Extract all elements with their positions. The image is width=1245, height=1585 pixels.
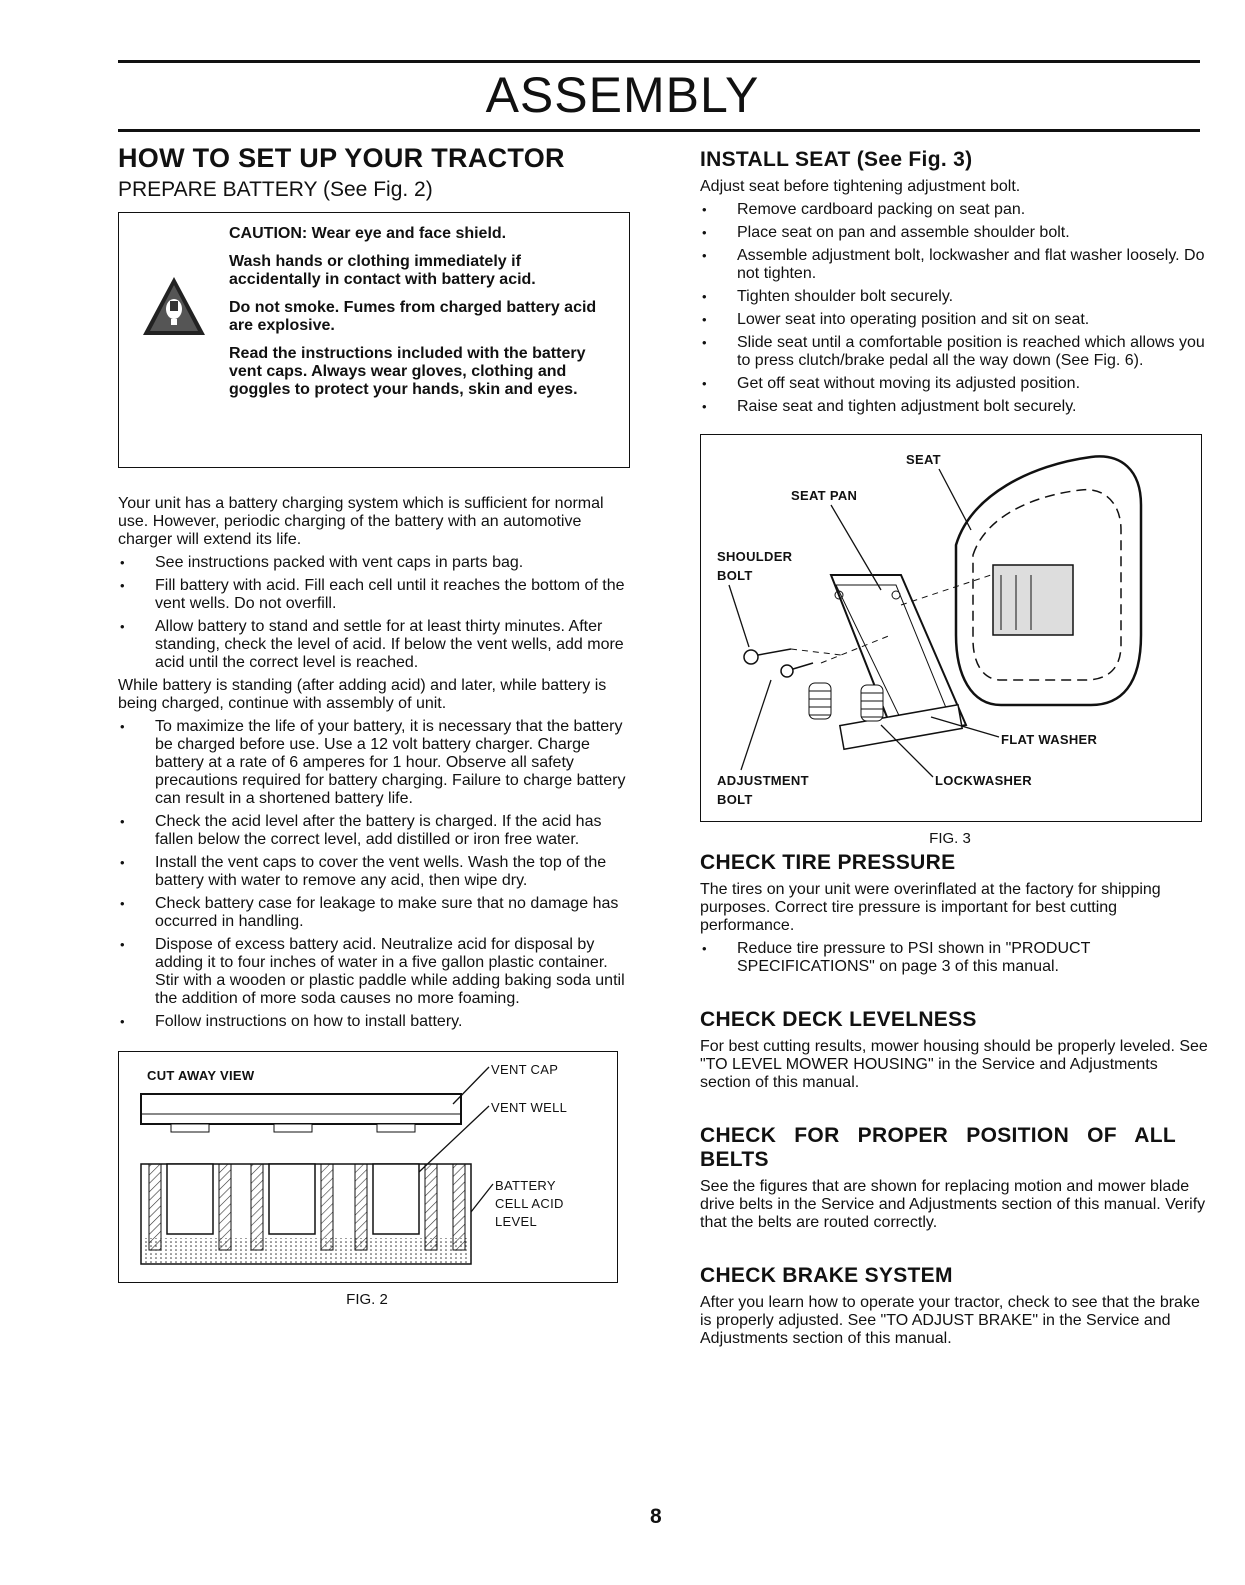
lockwasher-label: LOCKWASHER [935,773,1032,788]
section-title: HOW TO SET UP YOUR TRACTOR [118,143,565,173]
flat-washer-label: FLAT WASHER [1001,732,1098,747]
list-item: • Place seat on pan and assemble shoulder bolt. [700,224,1212,242]
level-label: LEVEL [495,1214,537,1229]
shoulder-bolt-label: BOLT [717,568,753,583]
tire-pressure-heading: CHECK TIRE PRESSURE [700,851,956,874]
cell-acid-label: CELL ACID [495,1196,564,1211]
adjustment-bolt-label: BOLT [717,792,753,807]
battery-label: BATTERY [495,1178,556,1193]
install-seat-heading: INSTALL SEAT (See Fig. 3) [700,148,973,171]
fig-2-diagram [118,1051,618,1283]
deck-levelness-text: For best cutting results, mower housing should be properly leveled. See "TO LEVEL MOWER HOUSING" in the Service and Adjustments section of this manual. [700,1038,1208,1091]
list-item: • Lower seat into operating position and sit on seat. [700,311,1212,329]
battery-illustration [119,1052,617,1282]
seat-pan-label: SEAT PAN [791,488,858,503]
install-seat-list [700,201,1212,416]
list-item: • Dispose of excess battery acid. Neutralize acid for disposal by adding it to four inches of water in a five gallon plastic container. Stir with a wooden or plastic paddle while adding baking soda until the addition of more soda causes no more foaming. [118,936,630,1008]
list-item: • Slide seat until a comfortable position is reached which allows you to press clutch/brake pedal all the way down (See Fig. 6). [700,334,1212,370]
list-item: • Remove cardboard packing on seat pan. [700,201,1212,219]
list-item: • Fill battery with acid. Fill each cell until it reaches the bottom of the vent wells. Do not overfill. [118,577,630,613]
caution-line-4: Read the instructions included with the battery vent caps. Always wear gloves, clothing and goggles to protect your hands, skin and eyes. [229,345,586,398]
fig-3-diagram [700,434,1202,822]
cut-away-label: CUT AWAY VIEW [147,1068,255,1083]
seat-label: SEAT [906,452,941,467]
list-item: • See instructions packed with vent caps in parts bag. [118,554,630,572]
list-item: • Install the vent caps to cover the vent wells. Wash the top of the battery with water to remove any acid, then wipe dry. [118,854,630,890]
adjustment-label: ADJUSTMENT [717,773,809,788]
list-item: • To maximize the life of your battery, it is necessary that the battery be charged before use. Use a 12 volt battery charger. Charge battery at a rate of 6 amperes for 1 hour. Observe all safety precautions required for battery charging. Failure to charge battery can result in a shortened battery life. [118,718,630,808]
battery-list-1 [118,554,630,672]
caution-box [118,212,630,468]
warning-icon [141,275,207,337]
title-underline [118,129,1200,132]
top-rule [118,60,1200,63]
list-item: • Get off seat without moving its adjusted position. [700,375,1212,393]
install-seat-intro: Adjust seat before tightening adjustment bolt. [700,178,1021,195]
page-title: ASSEMBLY [485,67,760,123]
list-item: • Allow battery to stand and settle for at least thirty minutes. After standing, check the level of acid. If below the vent wells, add more acid until the correct level is reached. [118,618,630,672]
fig-2-caption: FIG. 2 [346,1291,388,1308]
list-item: • Reduce tire pressure to PSI shown in "PRODUCT SPECIFICATIONS" on page 3 of this manual. [700,940,1212,976]
battery-while-text: While battery is standing (after adding acid) and later, while battery is being charged, continue with assembly of unit. [118,677,607,712]
shoulder-label: SHOULDER [717,549,793,564]
list-item: • Follow instructions on how to install battery. [118,1013,630,1031]
caution-line-1: CAUTION: Wear eye and face shield. [229,225,507,242]
battery-list-2 [118,718,630,1031]
list-item: • Assemble adjustment bolt, lockwasher and flat washer loosely. Do not tighten. [700,247,1212,283]
fig-3-caption: FIG. 3 [929,830,971,847]
belts-text: See the figures that are shown for replacing motion and mower blade drive belts in the Service and Adjustments section of this manual. Verify that the belts are routed correctly. [700,1178,1206,1231]
vent-well-label: VENT WELL [491,1100,568,1115]
vent-cap-label: VENT CAP [491,1062,559,1077]
brake-system-text: After you learn how to operate your tractor, check to see that the brake is properly adjusted. See "TO ADJUST BRAKE" in the Service and Adjustments section of this manual. [700,1294,1200,1347]
battery-intro: Your unit has a battery charging system which is sufficient for normal use. However, periodic charging of the battery with an automotive charger will extend its life. [118,495,604,548]
list-item: • Check the acid level after the battery is charged. If the acid has fallen below the correct level, add distilled or iron free water. [118,813,630,849]
caution-line-3: Do not smoke. Fumes from charged battery acid are explosive. [229,299,597,334]
list-item: • Raise seat and tighten adjustment bolt securely. [700,398,1212,416]
caution-line-2: Wash hands or clothing immediately if accidentally in contact with battery acid. [229,253,536,288]
tire-pressure-list [700,940,1212,976]
belts-heading: CHECK FOR PROPER POSITION OF ALL BELTS [700,1124,1176,1171]
page-number: 8 [650,1505,662,1528]
seat-illustration [701,435,1201,821]
left-column [118,143,630,1308]
tire-pressure-text: The tires on your unit were overinflated at the factory for shipping purposes. Correct tire pressure is important for best cutting performance. [700,881,1161,934]
brake-system-heading: CHECK BRAKE SYSTEM [700,1264,953,1287]
list-item: • Check battery case for leakage to make sure that no damage has occurred in handling. [118,895,630,931]
prepare-battery-heading: PREPARE BATTERY (See Fig. 2) [118,178,433,201]
deck-levelness-heading: CHECK DECK LEVELNESS [700,1008,977,1031]
right-column [700,148,1212,1348]
list-item: • Tighten shoulder bolt securely. [700,288,1212,306]
